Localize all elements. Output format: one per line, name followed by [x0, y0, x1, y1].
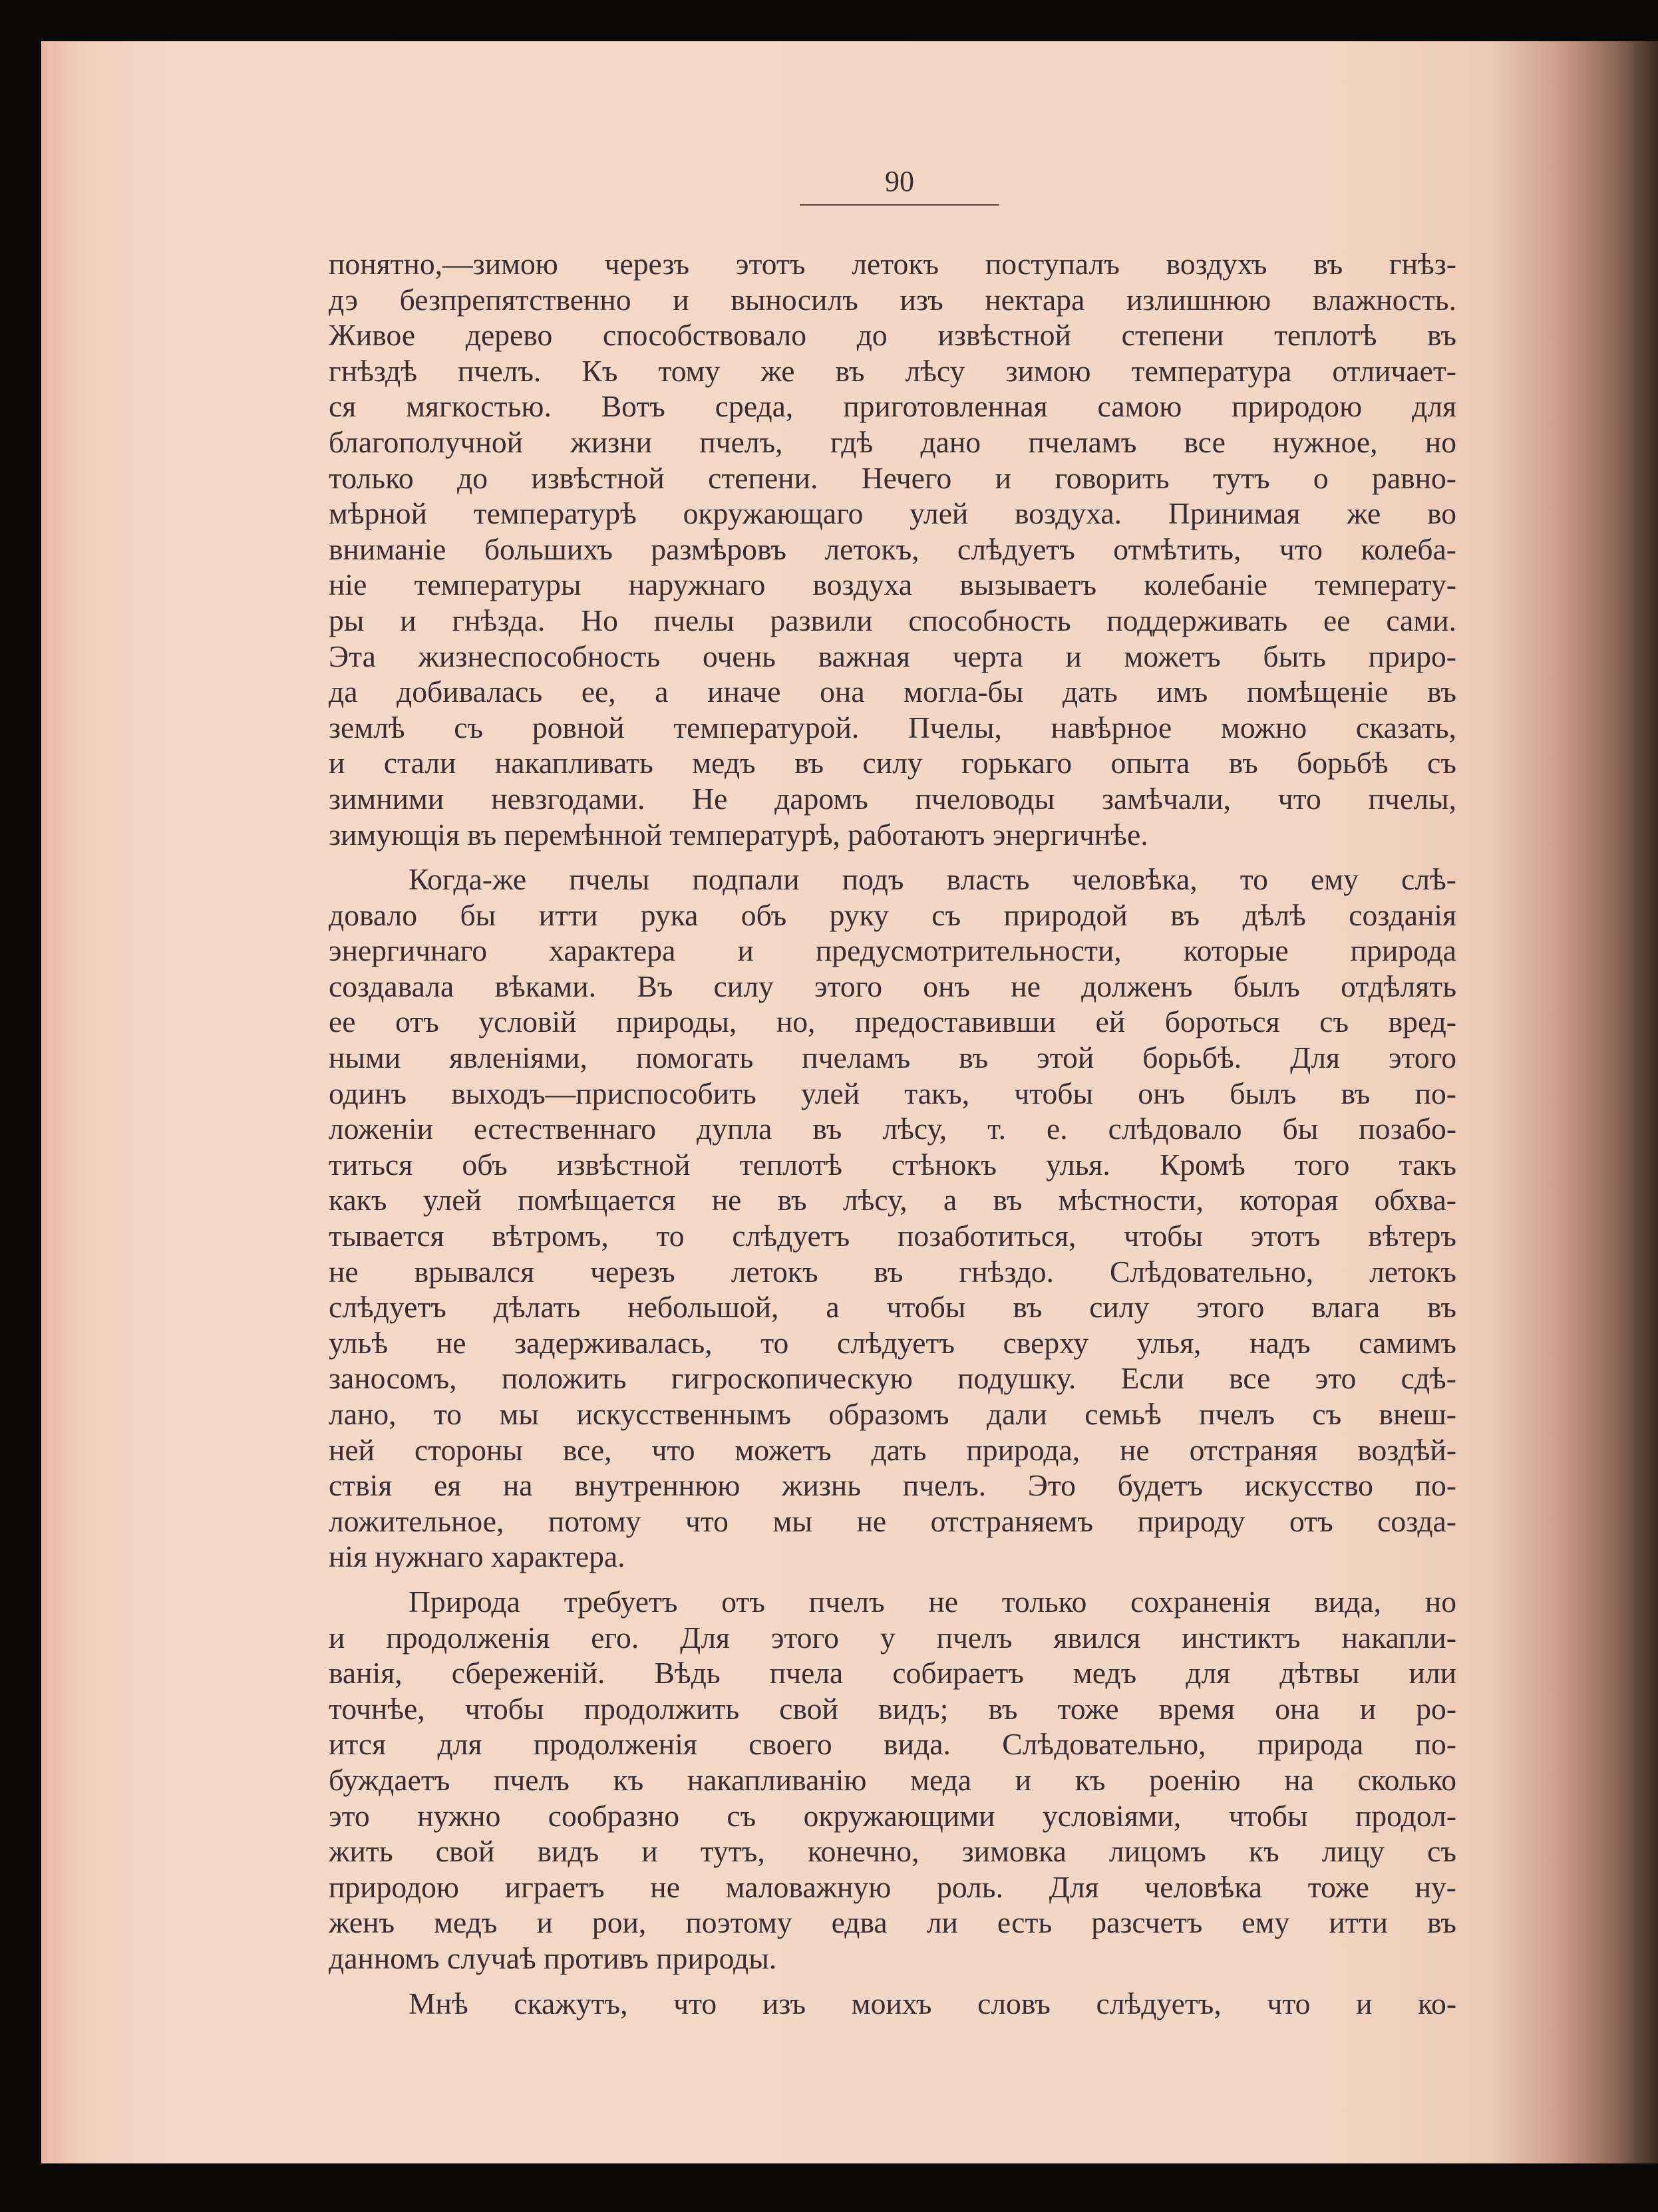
text-line: Природа требуетъ отъ пчелъ не только сохраненія вида, но — [409, 1584, 1456, 1619]
page-number: 90 — [885, 165, 914, 198]
text-line: и продолженія его. Для этого у пчелъ явился инстиктъ накапли- — [329, 1620, 1456, 1655]
text-line: гнѣздѣ пчелъ. Къ тому же въ лѣсу зимою температура отличает- — [329, 353, 1456, 388]
text-line: ствія ея на внутреннюю жизнь пчелъ. Это будетъ искусство по- — [329, 1468, 1456, 1503]
text-line: одинъ выходъ—приспособить улей такъ, чтобы онъ былъ въ по- — [329, 1076, 1456, 1110]
paragraph-gap — [329, 852, 1456, 862]
text-line: создавала вѣками. Въ силу этого онъ не долженъ былъ отдѣлять — [329, 969, 1456, 1003]
text-line: ней стороны все, что можетъ дать природа, не отстраняя воздѣй- — [329, 1432, 1456, 1467]
text-line: довало бы итти рука объ руку съ природой въ дѣлѣ созданія — [329, 897, 1456, 932]
text-line: заносомъ, положить гигроскопическую подушку. Если все это сдѣ- — [329, 1361, 1456, 1396]
text-line: Когда-же пчелы подпали подъ власть человѣка, то ему слѣ- — [409, 862, 1456, 897]
text-line: какъ улей помѣщается не въ лѣсу, а въ мѣстности, которая обхва- — [329, 1183, 1456, 1217]
text-line: ее отъ условій природы, но, предоставивши ей бороться съ вред- — [329, 1005, 1456, 1039]
text-line: тывается вѣтромъ, то слѣдуетъ позаботиться, чтобы этотъ вѣтеръ — [329, 1219, 1456, 1253]
paragraph — [329, 246, 1456, 852]
text-line: землѣ съ ровной температурой. Пчелы, навѣрное можно сказать, — [329, 710, 1456, 744]
text-line: Мнѣ скажутъ, что изъ моихъ словъ слѣдуетъ, что и ко- — [409, 1986, 1456, 2020]
text-line: ванія, сбереженій. Вѣдь пчела собираетъ медъ для дѣтвы или — [329, 1656, 1456, 1690]
body-text — [329, 246, 1456, 2021]
text-line: вниманіе большихъ размѣровъ летокъ, слѣдуетъ отмѣтить, что колеба- — [329, 532, 1456, 566]
text-line: это нужно сообразно съ окружающими условіями, чтобы продол- — [329, 1798, 1456, 1833]
header-rule — [800, 204, 999, 206]
text-line: мѣрной температурѣ окружающаго улей воздуха. Принимая же во — [329, 496, 1456, 531]
text-line: буждаетъ пчелъ къ накапливанію меда и къ роенію на сколько — [329, 1762, 1456, 1797]
text-line: точнѣе, чтобы продолжить свой видъ; въ тоже время она и ро- — [329, 1691, 1456, 1726]
text-line: природою играетъ не маловажную роль. Для человѣка тоже ну- — [329, 1869, 1456, 1904]
text-line: ульѣ не задерживалась, то слѣдуетъ сверху улья, надъ самимъ — [329, 1325, 1456, 1360]
paragraph — [329, 1584, 1456, 1976]
text-line: зимними невзгодами. Не даромъ пчеловоды замѣчали, что пчелы, — [329, 781, 1456, 816]
text-line: ными явленіями, помогать пчеламъ въ этой борьбѣ. Для этого — [329, 1040, 1456, 1075]
text-line: данномъ случаѣ противъ природы. — [329, 1941, 777, 1975]
text-line: ложительное, потому что мы не отстраняемъ природу отъ созда- — [329, 1503, 1456, 1538]
text-line: слѣдуетъ дѣлать небольшой, а чтобы въ силу этого влага въ — [329, 1290, 1456, 1325]
text-line: зимующія въ перемѣнной температурѣ, работаютъ энергичнѣе. — [329, 817, 1148, 852]
text-line: ніе температуры наружнаго воздуха вызываетъ колебаніе температу- — [329, 567, 1456, 602]
text-line: благополучной жизни пчелъ, гдѣ дано пчеламъ все нужное, но — [329, 424, 1456, 459]
text-line: Эта жизнеспособность очень важная черта и можетъ быть приро- — [329, 639, 1456, 673]
text-line: понятно,—зимою черезъ этотъ летокъ поступалъ воздухъ въ гнѣз- — [329, 247, 1456, 281]
text-line: жить свой видъ и тутъ, конечно, зимовка лицомъ къ лицу съ — [329, 1834, 1456, 1869]
text-line: дэ безпрепятственно и выносилъ изъ нектара излишнюю влажность. — [329, 282, 1456, 317]
text-line: ложеніи естественнаго дупла въ лѣсу, т. е. слѣдовало бы позабо- — [329, 1112, 1456, 1146]
text-line: Живое дерево способствовало до извѣстной степени теплотѣ въ — [329, 318, 1456, 353]
text-line: энергичнаго характера и предусмотрительности, которые природа — [329, 933, 1456, 968]
text-line: да добивалась ее, а иначе она могла-бы дать имъ помѣщеніе въ — [329, 675, 1456, 709]
paragraph-gap — [329, 1976, 1456, 1986]
text-line: женъ медъ и рои, поэтому едва ли есть разсчетъ ему итти въ — [329, 1905, 1456, 1940]
text-line: ится для продолженія своего вида. Слѣдовательно, природа по- — [329, 1727, 1456, 1762]
text-line: только до извѣстной степени. Нечего и говорить тутъ о равно- — [329, 460, 1456, 495]
text-line: не врывался черезъ летокъ въ гнѣздо. Слѣдовательно, летокъ — [329, 1254, 1456, 1289]
paragraph — [329, 862, 1456, 1575]
text-line: ры и гнѣзда. Но пчелы развили способность поддерживать ее сами. — [329, 603, 1456, 637]
text-line: ся мягкостью. Вотъ среда, приготовленная самою природою для — [329, 389, 1456, 424]
text-line: титься объ извѣстной теплотѣ стѣнокъ улья. Кромѣ того такъ — [329, 1147, 1456, 1182]
text-line: и стали накапливать медъ въ силу горькаго опыта въ борьбѣ съ — [329, 746, 1456, 780]
book-page — [41, 41, 1658, 2163]
text-line: лано, то мы искусственнымъ образомъ дали семьѣ пчелъ съ внеш- — [329, 1397, 1456, 1431]
paragraph-gap — [329, 1575, 1456, 1584]
paragraph — [329, 1986, 1456, 2022]
text-line: нія нужнаго характера. — [329, 1539, 625, 1574]
